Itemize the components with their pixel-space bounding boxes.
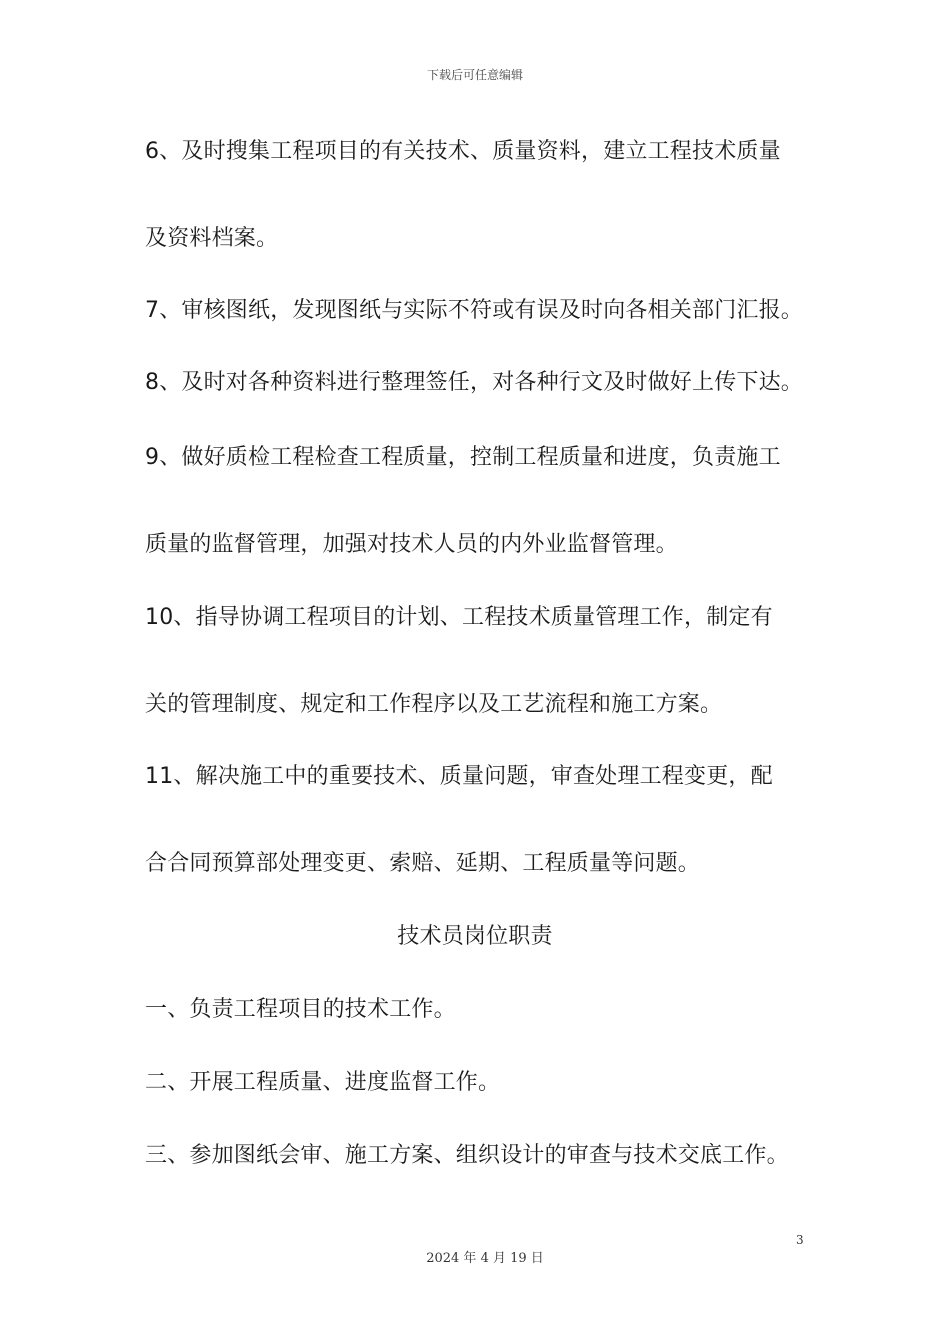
page-header: 下载后可任意编辑 — [426, 68, 523, 82]
paragraph-line: 8、及时对各种资料进行整理签任，对各种行文及时做好上传下达。 — [145, 370, 803, 395]
paragraph-line: 一、负责工程项目的技术工作。 — [145, 997, 456, 1022]
paragraph-line: 三、参加图纸会审、施工方案、组织设计的审查与技术交底工作。 — [145, 1143, 789, 1168]
page-number: 3 — [796, 1233, 804, 1247]
paragraph-line: 9、做好质检工程检查工程质量，控制工程质量和进度，负责施工 — [145, 445, 781, 470]
footer-date: 2024 年 4 月 19 日 — [426, 1251, 544, 1266]
paragraph-line: 二、开展工程质量、进度监督工作。 — [145, 1070, 501, 1095]
paragraph-line: 11、解决施工中的重要技术、质量问题，审查处理工程变更，配 — [145, 764, 773, 789]
paragraph-line: 6、及时搜集工程项目的有关技术、质量资料，建立工程技术质量 — [145, 139, 781, 164]
paragraph-line: 及资料档案。 — [145, 226, 279, 251]
paragraph-line: 合合同预算部处理变更、索赔、延期、工程质量等问题。 — [145, 851, 701, 876]
section-title: 技术员岗位职责 — [397, 924, 553, 949]
paragraph-line: 10、指导协调工程项目的计划、工程技术质量管理工作，制定有 — [145, 605, 773, 630]
paragraph-line: 关的管理制度、规定和工作程序以及工艺流程和施工方案。 — [145, 692, 723, 717]
paragraph-line: 7、审核图纸，发现图纸与实际不符或有误及时向各相关部门汇报。 — [145, 298, 803, 323]
paragraph-line: 质量的监督管理，加强对技术人员的内外业监督管理。 — [145, 532, 678, 557]
